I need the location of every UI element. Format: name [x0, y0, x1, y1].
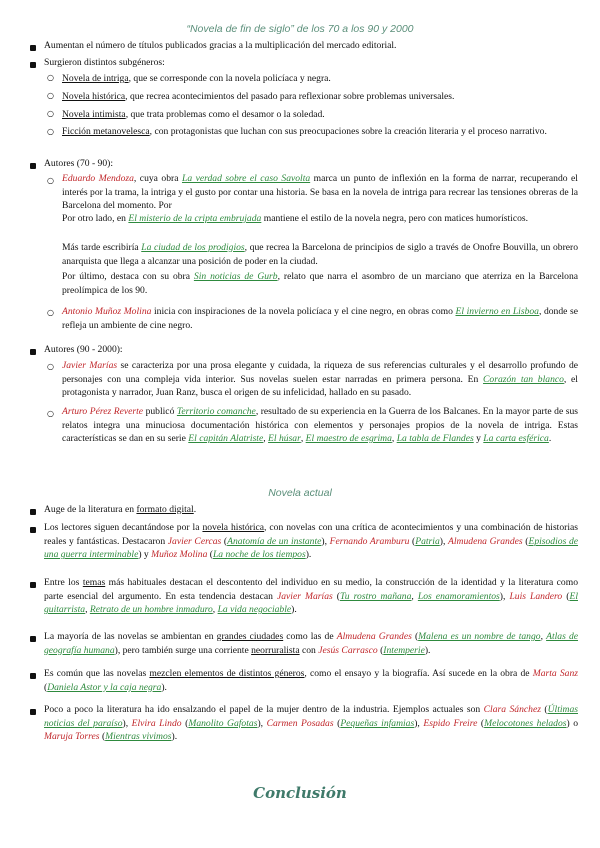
- sub-novela-intimista: [62, 108, 578, 122]
- work: El misterio de la cripta embrujada: [128, 213, 262, 224]
- text: , cuya obra: [133, 173, 182, 184]
- bullet: [30, 45, 36, 51]
- circle-bullet: ○: [47, 127, 54, 136]
- work: Territorio comanche: [176, 406, 256, 417]
- para-novela-historica: Los lectores siguen decantándose por la novela histórica, con novelas con una crítica de acontecimientos y una combinación de historias reales y fantásticas. Destacaron Javier Cercas (Anatomía de un instante), Fernando Aramburu (Patria), Almudena Grandes (Episodios de una guerra interminable) y Muñoz Molina (La noche de los tiempos).: [44, 522, 579, 561]
- sub-novela-historica: [62, 90, 578, 104]
- author: Antonio Muñoz Molina: [62, 306, 152, 317]
- text: marca un punto de inflexión en la forma de narrar, recuperando el interés por la trama, la intriga y el gusto por contar una historia. Se basa en la novela de intriga para recrear las tensiones obreras de la Barcelona del momento. Por: [62, 173, 578, 212]
- para-temas: Entre los temas más habituales destacan el descontento del individuo en su medio, la construcción de la identidad y la literatura como parte esencial del argumento. En esta tendencia destacan Javier Marías (Tu rostro mañana, Los enamoramientos), Luis Landero (El guitarrista, Retrato de un hombre inmaduro, La vida negociable).: [44, 577, 578, 616]
- text: Por otro lado, en: [62, 213, 129, 224]
- author: Javier Marías: [276, 590, 333, 602]
- term: Novela histórica: [62, 91, 126, 102]
- work: Anatomía de un instante: [227, 535, 322, 547]
- para-mujer: Poco a poco la literatura ha ido ensalzando el papel de la mujer dentro de la industria. Ejemplos actuales son Clara Sánchez (Últimas noticias del paraíso), Elvira Lindo (Manolito Gafotas), Carmen Posadas (Pequeñas infamias), Espido Freire (Melocotones helados) o Maruja Torres (Mientras vivimos).: [44, 704, 579, 743]
- author: Elvira Lindo: [131, 717, 182, 729]
- term: temas: [82, 577, 106, 588]
- para-generos: Es común que las novelas mezclen elementos de distintos géneros, como el ensayo y la biografía. Así sucede en la obra de Marta Sanz (Daniela Astor y la caja negra).: [44, 668, 579, 693]
- para-misterio: [62, 212, 578, 226]
- author: Espido Freire: [423, 717, 478, 729]
- text: , donde se refleja un ambiente de cine negro.: [62, 306, 579, 331]
- text: , que se corresponde con la novela policíaca y negra.: [128, 73, 331, 84]
- text: , relato que narra el asombro de un marciano que aterriza en la Barcelona preolímpica de los 90.: [62, 271, 578, 296]
- text: Poco a poco la literatura ha ido ensalzando el papel de la mujer dentro de la industria. Ejemplos actuales son: [44, 704, 484, 715]
- para-subgeneros: Surgieron distintos subgéneros:: [44, 57, 165, 68]
- circle-bullet: ○: [47, 91, 54, 100]
- para-ciudades: La mayoría de las novelas se ambientan en grandes ciudades como las de Almudena Grandes (Malena es un nombre de tango, Atlas de geografía humana), pero también surge una corriente neorruralista con Jesús Carrasco (Intemperie).: [44, 631, 579, 656]
- work: Últimas noticias del paraíso: [44, 704, 578, 729]
- work: Pequeñas infamias: [340, 717, 415, 729]
- circle-bullet: ○: [47, 176, 54, 185]
- author: Almudena Grandes: [448, 535, 523, 547]
- work: La verdad sobre el caso Savolta: [181, 173, 311, 184]
- text: más habituales destacan el descontento del individuo en su medio, la construcción de la identidad y la literatura como parte esencial del argumento. En esta tendencia destacan: [44, 577, 578, 602]
- text: inicia con inspiraciones de la novela policíaca y el cine negro, en obras como: [151, 306, 456, 317]
- work: Manolito Gafotas: [188, 717, 258, 729]
- text: se caracteriza por una prosa elegante y cuidada, la riqueza de sus referencias culturales y el desarrollo profundo de personajes con una compleja vida interior. Sus novelas suelen estar narradas en primera persona. En: [62, 360, 578, 385]
- work: Malena es un nombre de tango: [418, 631, 541, 642]
- text: , resultado de su experiencia en la Guerra de los Balcanes. En la mayor parte de sus relatos integra una minuciosa documentación histórica con elementos y personajes propios de la novela de intriga. Estas características se dan en su serie: [62, 406, 579, 445]
- author: Eduardo Mendoza: [62, 173, 134, 184]
- work: Sin noticias de Gurb: [193, 271, 278, 282]
- work: La ciudad de los prodigios: [141, 242, 245, 253]
- circle-bullet: ○: [47, 308, 54, 317]
- text: Los lectores siguen decantándose por la: [44, 522, 203, 533]
- term: neorruralista: [251, 644, 300, 656]
- term: Novela de intriga: [62, 73, 129, 84]
- work: Retrato de un hombre inmaduro: [89, 604, 213, 616]
- author: Luis Landero: [509, 590, 563, 602]
- text: mantiene el estilo de la novela negra, pero con matices humorísticos.: [261, 213, 528, 224]
- work: Tu rostro mañana: [340, 590, 412, 602]
- section-title-novela-actual: Novela actual: [268, 487, 332, 499]
- text: Más tarde escribiría: [62, 242, 142, 253]
- text: con: [299, 644, 319, 656]
- text: Es común que las novelas: [44, 668, 150, 679]
- text: , que recrea acontecimientos del pasado para reflexionar sobre problemas universales.: [125, 91, 455, 102]
- author: Clara Sánchez: [483, 704, 541, 715]
- section-title-fin-de-siglo: “Novela de fin de siglo” de los 70 a los 90 y 2000: [186, 23, 414, 35]
- term: novela histórica: [202, 522, 265, 533]
- author: Javier Cercas: [167, 535, 222, 547]
- author: Marta Sanz: [532, 668, 579, 679]
- work: Los enamoramientos: [417, 590, 500, 602]
- work: El invierno en Lisboa: [455, 306, 539, 317]
- text: La mayoría de las novelas se ambientan en: [44, 631, 217, 642]
- work: El capitán Alatriste: [188, 433, 264, 445]
- sub-metanovelesca: [62, 125, 578, 139]
- para-ciudad: [62, 241, 578, 268]
- author: Fernando Aramburu: [329, 535, 410, 547]
- work: Episodios de una guerra interminable: [44, 535, 579, 561]
- work: La tabla de Flandes: [396, 433, 474, 445]
- para-munoz-molina: [62, 305, 578, 332]
- author: Maruja Torres: [44, 731, 100, 743]
- text: como las de: [283, 631, 337, 642]
- work: Atlas de geografía humana: [44, 631, 579, 656]
- bullet: [30, 509, 36, 515]
- bullet: [30, 349, 36, 355]
- work: Patria: [415, 535, 440, 547]
- autores-70-90: Autores (70 - 90):: [44, 158, 114, 169]
- text: , el protagonista y narrador, Juan Ranz, busca el origen de su infelicidad, hallado en su pasado.: [62, 373, 578, 399]
- autores-90-2000: Autores (90 - 2000):: [44, 344, 123, 355]
- bullet: [30, 527, 36, 533]
- author: Carmen Posadas: [266, 717, 334, 729]
- work: Corazón tan blanco: [483, 373, 564, 385]
- work: Daniela Astor y la caja negra: [47, 681, 162, 693]
- circle-bullet: ○: [47, 362, 54, 371]
- para-javier-marias: [62, 359, 578, 400]
- term: mezclen elementos de distintos géneros: [149, 668, 305, 679]
- text: Por último, destaca con su obra: [62, 271, 194, 282]
- section-title-conclusion: Conclusión: [253, 784, 347, 802]
- bullet: [30, 636, 36, 642]
- circle-bullet: ○: [47, 409, 54, 418]
- text: , con protagonistas que luchan con sus preocupaciones sobre la creación literaria y el proceso narrativo.: [149, 126, 547, 137]
- para-gurb: [62, 270, 578, 297]
- text: publicó: [143, 406, 177, 417]
- bullet: [30, 582, 36, 588]
- bullet: [30, 709, 36, 715]
- bullet: [30, 673, 36, 679]
- author: Arturo Pérez Reverte: [62, 406, 144, 417]
- work: La vida negociable: [217, 604, 292, 616]
- author: Muñoz Molina: [151, 549, 208, 561]
- para-mendoza: [62, 172, 578, 213]
- author: Javier Marías: [62, 360, 118, 371]
- work: La noche de los tiempos: [212, 549, 306, 561]
- term: Novela intimista: [62, 109, 126, 120]
- para-mercado: Aumentan el número de títulos publicados gracias a la multiplicación del mercado editorial.: [44, 40, 397, 51]
- para-perez-reverte: Arturo Pérez Reverte publicó Territorio comanche, resultado de su experiencia en la Guerra de los Balcanes. En la mayor parte de sus relatos integra una minuciosa documentación histórica con elementos y personajes propios de la novela de intriga. Estas características se dan en su serie El capitán Alatriste, El húsar, El maestro de esgrima, La tabla de Flandes y La carta esférica.: [62, 406, 579, 445]
- circle-bullet: ○: [47, 109, 54, 118]
- bullet: [30, 163, 36, 169]
- work: Intemperie: [383, 644, 425, 656]
- work: Mientras vivimos: [105, 731, 172, 743]
- text: Entre los: [44, 577, 83, 588]
- bullet: [30, 62, 36, 68]
- text: , que trata problemas como el desamor o la soledad.: [125, 109, 325, 120]
- work: La carta esférica: [483, 433, 549, 445]
- author: Jesús Carrasco: [318, 644, 378, 656]
- author: Almudena Grandes: [336, 631, 412, 642]
- work: Melocotones helados: [484, 717, 567, 729]
- term: Ficción metanovelesca: [62, 126, 150, 137]
- text: Auge de la literatura en: [44, 504, 137, 515]
- para-digital: Auge de la literatura en formato digital.: [44, 504, 197, 515]
- text: , como el ensayo y la biografía. Así sucede en la obra de: [304, 668, 533, 679]
- circle-bullet: ○: [47, 73, 54, 82]
- work: El guitarrista: [44, 590, 578, 616]
- work: El maestro de esgrima: [305, 433, 392, 445]
- term: grandes ciudades: [216, 631, 284, 642]
- text: , que recrea la Barcelona de principios de siglo a través de Onofre Bouvilla, un obrero anarquista que llega a alcanzar una posición de poder en la ciudad.: [62, 242, 579, 267]
- text: , con novelas con una crítica de acontecimientos y una combinación de historias reales y fantásticas. Destacaron: [44, 522, 578, 547]
- sub-novela-intriga: [62, 72, 578, 86]
- text: ), pero también surge una corriente: [114, 644, 252, 656]
- work: El húsar: [268, 433, 301, 445]
- term: formato digital: [136, 504, 194, 515]
